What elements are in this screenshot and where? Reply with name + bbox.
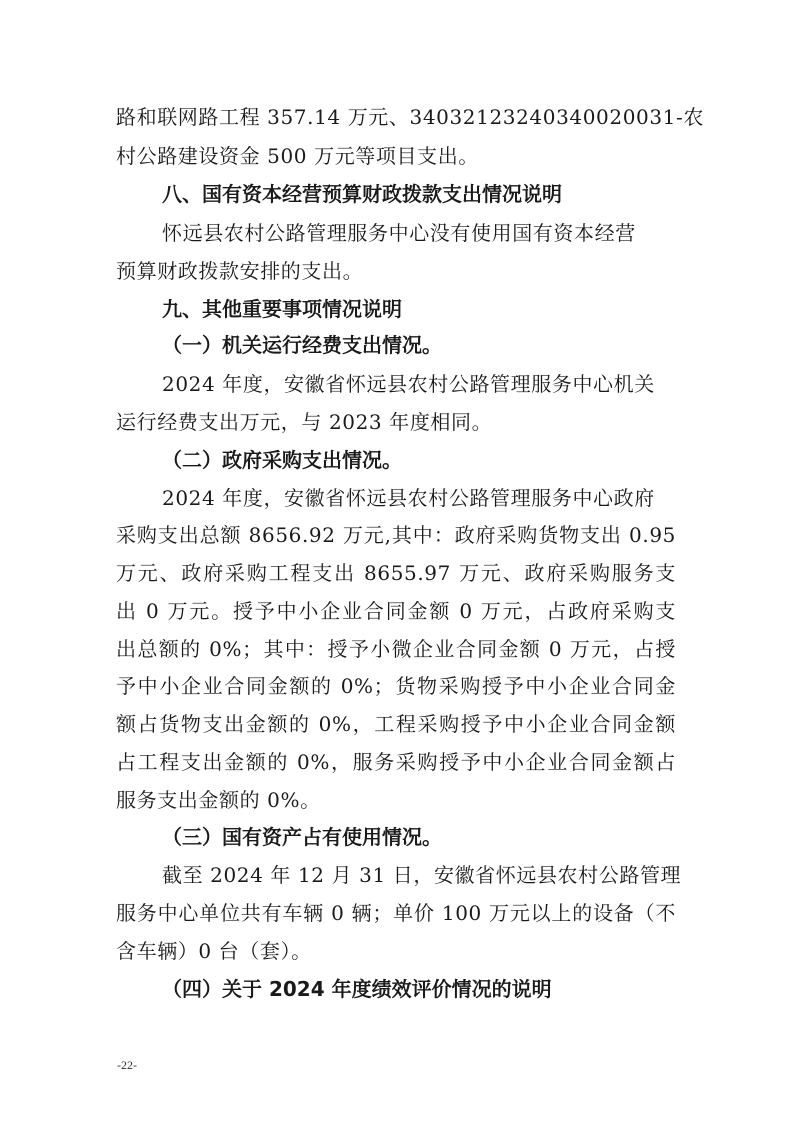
body-line: 路和联网路工程 357.14 万元、34032123240340020031-农: [116, 105, 704, 129]
body-line: 出 0 万元。授予中小企业合同金额 0 万元，占政府采购支: [116, 599, 676, 623]
subsection-heading: （一）机关运行经费支出情况。: [162, 333, 442, 357]
body-line: 服务支出金额的 0%。: [116, 788, 321, 812]
body-line: 额占货物支出金额的 0%，工程采购授予中小企业合同金额: [116, 712, 676, 736]
body-line: 含车辆）0 台（套）。: [116, 939, 312, 963]
body-line: 占工程支出金额的 0%，服务采购授予中小企业合同金额占: [116, 750, 676, 774]
body-line: 运行经费支出万元，与 2023 年度相同。: [116, 410, 493, 434]
body-line: 预算财政拨款安排的支出。: [116, 259, 364, 283]
body-line: 万元、政府采购工程支出 8655.97 万元、政府采购服务支: [116, 561, 676, 585]
body-line: 村公路建设资金 500 万元等项目支出。: [116, 144, 479, 168]
body-line: 出总额的 0%；其中：授予小微企业合同金额 0 万元，占授: [116, 637, 676, 661]
body-line: 采购支出总额 8656.92 万元,其中：政府采购货物支出 0.95: [116, 523, 676, 547]
section-heading: 九、其他重要事项情况说明: [162, 297, 402, 321]
body-line: 怀远县农村公路管理服务中心没有使用国有资本经营: [162, 221, 636, 245]
body-line: 截至 2024 年 12 月 31 日，安徽省怀远县农村公路管理: [162, 863, 682, 887]
body-line: 2024 年度，安徽省怀远县农村公路管理服务中心政府: [162, 486, 655, 510]
subsection-heading: （四）关于 2024 年度绩效评价情况的说明: [162, 977, 552, 1001]
section-heading: 八、国有资本经营预算财政拨款支出情况说明: [162, 182, 562, 206]
body-line: 服务中心单位共有车辆 0 辆；单价 100 万元以上的设备（不: [116, 901, 676, 925]
subsection-heading: （二）政府采购支出情况。: [162, 448, 402, 472]
page-number: -22-: [117, 1058, 137, 1072]
body-line: 予中小企业合同金额的 0%；货物采购授予中小企业合同金: [116, 674, 676, 698]
subsection-heading: （三）国有资产占有使用情况。: [162, 825, 442, 849]
body-line: 2024 年度，安徽省怀远县农村公路管理服务中心机关: [162, 372, 655, 396]
